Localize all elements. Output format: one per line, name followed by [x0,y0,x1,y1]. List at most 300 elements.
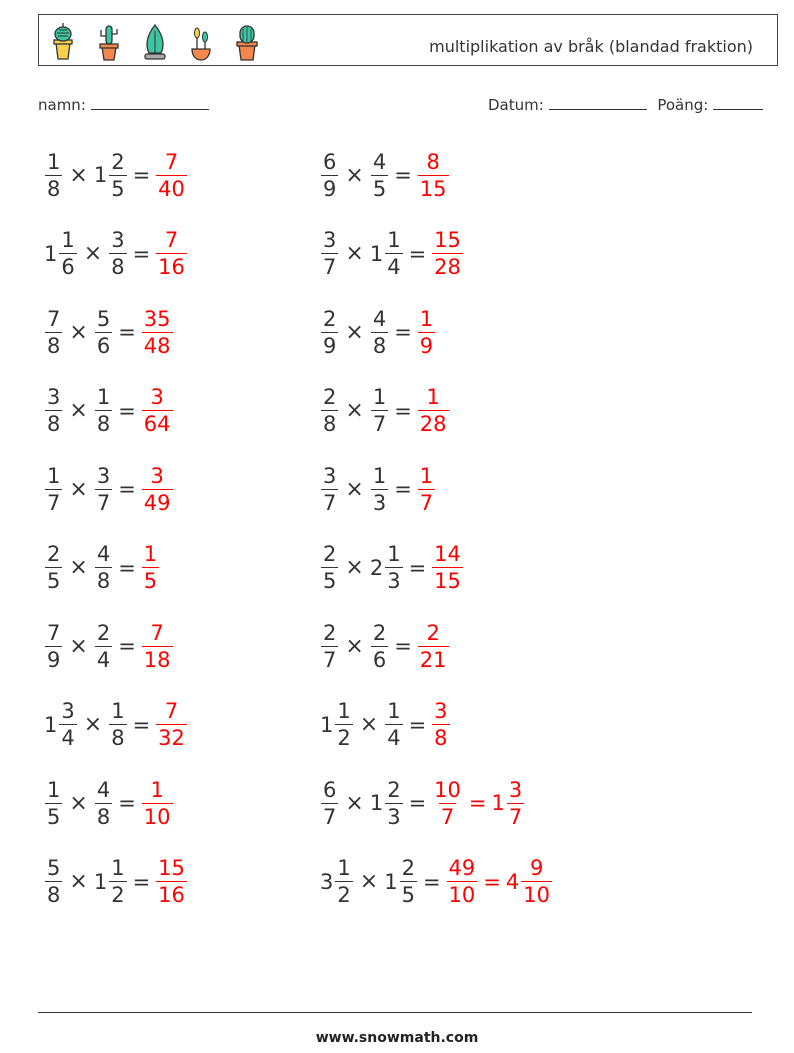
denominator: 8 [47,176,61,201]
denominator: 5 [143,569,158,593]
answer-fraction [431,777,464,830]
times-sign: × [345,633,364,659]
numerator: 4 [372,306,387,331]
answer-fraction [141,306,174,359]
fraction [371,149,388,202]
fraction [45,855,62,908]
problem-row [320,145,450,205]
problem-row [44,381,174,441]
fraction [385,541,402,594]
numerator: 1 [372,463,387,488]
denominator: 7 [323,804,337,829]
numerator: 4 [96,542,111,566]
fraction [142,306,173,359]
factor-b [384,855,418,908]
fraction [418,149,449,202]
answer-fraction [141,463,174,516]
denominator: 6 [372,647,387,672]
fraction [385,777,402,830]
numerator: 7 [164,699,179,723]
denominator: 8 [47,883,61,907]
factor-b [94,855,128,908]
fraction [371,306,388,359]
denominator: 4 [96,647,111,672]
denominator: 7 [323,255,337,279]
fraction [321,541,338,594]
factor-a [320,541,339,594]
whole-number: 1 [369,241,384,266]
denominator: 9 [323,333,337,358]
times-sign: × [359,869,379,894]
factor-a [44,855,63,908]
fraction [335,855,352,908]
numerator: 1 [47,777,61,802]
factor-b [370,620,389,673]
denominator: 7 [323,647,337,672]
times-sign: × [69,476,88,502]
cactus-pot-yellow-icon [47,21,79,61]
answer-fraction [431,227,464,280]
factor-b [370,149,389,202]
whole-number: 1 [93,163,108,187]
equals-sign: = [118,320,136,344]
equals-sign: = [408,241,427,266]
numerator: 2 [372,620,387,645]
fraction [432,541,463,594]
denominator: 6 [96,333,111,358]
fraction [142,620,173,673]
factor-a [320,620,339,673]
factor-b [370,463,389,516]
fraction [156,149,187,202]
denominator: 10 [523,883,550,907]
fraction [521,855,552,908]
denominator: 8 [111,255,125,279]
fraction [385,227,402,280]
numerator: 2 [96,620,111,645]
numerator: 1 [143,542,158,566]
times-sign: × [345,790,364,816]
fraction [156,698,187,751]
fraction [418,620,449,673]
fraction [45,777,62,830]
fraction [45,463,62,516]
numerator: 3 [323,228,337,252]
numerator: 14 [434,542,461,566]
equals-sign: = [118,477,136,501]
problem-row [44,145,188,205]
denominator: 40 [158,176,185,201]
answer-fraction [155,855,188,908]
factor-b [94,306,113,359]
denominator: 4 [387,726,401,750]
fraction [321,463,338,516]
factor-a [44,463,63,516]
denominator: 10 [143,804,171,829]
factor-a [44,306,63,359]
fraction [321,620,338,673]
equals-sign: = [132,163,151,187]
fraction [418,306,435,359]
factor-a [44,777,63,830]
tree-plant-icon [139,21,171,61]
fraction [142,541,159,594]
fraction [95,777,112,830]
problem-row [44,616,174,676]
denominator: 5 [323,569,337,593]
denominator: 5 [47,569,61,593]
denominator: 8 [47,412,61,436]
numerator: 2 [323,306,337,331]
fraction [59,698,76,751]
numerator: 10 [434,777,461,802]
answer-equals-sign: = [468,791,487,815]
date-score-field [488,95,763,114]
fraction [432,698,449,751]
times-sign: × [345,319,364,345]
denominator: 7 [372,412,387,436]
denominator: 4 [61,726,75,750]
sprout-pot-icon [185,21,217,61]
factor-b [384,698,403,751]
numerator: 1 [387,699,401,723]
equals-sign: = [132,869,151,894]
factor-a [320,698,354,751]
factor-b [370,384,389,437]
numerator: 7 [164,149,179,174]
denominator: 15 [419,176,447,201]
problem-row [44,695,188,755]
answer-fraction [492,777,526,830]
problem-row [320,459,436,519]
times-sign: × [345,555,364,580]
numerator: 4 [372,149,387,174]
factor-a [44,384,63,437]
denominator: 18 [143,647,171,672]
denominator: 16 [158,883,185,907]
fraction [321,227,338,280]
factor-a [44,227,78,280]
numerator: 3 [111,228,125,252]
denominator: 7 [508,804,523,829]
equals-sign: = [394,477,412,501]
numerator: 8 [426,149,440,174]
fraction [142,463,173,516]
fraction [507,777,524,830]
factor-a [44,149,63,202]
problem-row [44,302,174,362]
factor-b [370,227,404,280]
factor-a [44,698,78,751]
factor-a [320,777,339,830]
numerator: 1 [96,385,111,409]
score-line[interactable] [713,95,763,110]
fraction [59,227,76,280]
answer-fraction [417,620,450,673]
denominator: 16 [158,255,185,279]
header-box [38,14,778,66]
numerator: 5 [96,306,111,331]
equals-sign: = [408,791,427,815]
factor-b [370,777,404,830]
factor-a [320,227,339,280]
denominator: 3 [387,569,401,593]
numerator: 1 [426,385,440,409]
fraction [109,698,126,751]
denominator: 8 [96,569,111,593]
answer-fraction [506,855,553,908]
whole-number: 4 [505,869,520,894]
factor-a [320,855,354,908]
equals-sign: = [118,634,136,658]
times-sign: × [69,162,88,188]
equals-sign: = [118,791,136,815]
denominator: 32 [158,726,185,750]
numerator: 15 [158,856,185,880]
whole-number: 1 [44,712,58,737]
factor-a [320,463,339,516]
answer-fraction [417,384,450,437]
denominator: 5 [111,176,125,201]
factor-b [370,541,404,594]
fraction [371,620,388,673]
fraction [45,149,62,202]
fraction [321,777,338,830]
times-sign: × [69,319,88,345]
whole-number: 1 [384,869,398,894]
numerator: 1 [372,385,387,409]
times-sign: × [345,162,364,188]
denominator: 8 [96,804,111,829]
numerator: 1 [387,228,401,252]
numerator: 2 [426,620,440,645]
fraction [385,698,402,751]
denominator: 3 [387,804,401,829]
numerator: 3 [61,699,75,723]
fraction [142,777,173,830]
factor-b [94,463,113,516]
numerator: 2 [111,149,125,174]
denominator: 21 [419,647,447,672]
problem-row [44,224,188,284]
whole-number: 1 [320,712,334,737]
numerator: 9 [529,856,544,880]
equals-sign: = [394,634,412,658]
problem-row [320,302,436,362]
factor-b [108,227,127,280]
numerator: 3 [47,385,61,409]
times-sign: × [83,241,103,266]
answer-fraction [417,149,450,202]
numerator: 1 [111,699,125,723]
factor-b [94,149,128,202]
denominator: 8 [434,726,448,750]
equals-sign: = [132,241,151,266]
times-sign: × [69,398,88,423]
problem-row [320,695,451,755]
numerator: 2 [323,385,337,409]
equals-sign: = [394,320,412,344]
problem-row [320,773,525,833]
problem-row [320,616,450,676]
equals-sign: = [132,712,151,737]
problem-row [44,459,174,519]
denominator: 10 [448,883,476,907]
fraction [371,384,388,437]
denominator: 5 [47,804,61,829]
denominator: 2 [111,883,125,907]
numerator: 1 [150,777,164,802]
denominator: 7 [96,490,111,515]
factor-b [370,306,389,359]
whole-number: 2 [369,555,384,580]
times-sign: × [69,633,88,659]
times-sign: × [345,476,364,502]
fraction [418,384,449,437]
problem-row [44,773,174,833]
numerator: 7 [150,620,164,645]
fraction [95,306,112,359]
fraction [371,463,388,516]
denominator: 7 [440,804,455,829]
answer-fraction [141,541,160,594]
numerator: 1 [337,856,351,880]
name-field [38,95,209,114]
equals-sign: = [118,398,136,423]
numerator: 3 [434,699,448,723]
times-sign: × [359,712,379,737]
numerator: 2 [47,542,61,566]
equals-sign: = [422,869,441,894]
times-sign: × [69,555,88,580]
problem-row [320,381,450,441]
name-label: namn: [38,96,86,114]
fraction [95,620,112,673]
denominator: 9 [47,647,61,672]
numerator: 1 [61,228,75,252]
answer-fraction [417,306,436,359]
whole-number: 3 [320,869,334,894]
fraction [109,227,126,280]
factor-b [94,620,113,673]
whole-number: 1 [491,791,505,815]
denominator: 49 [143,490,171,515]
factor-b [94,777,113,830]
numerator: 3 [150,385,164,409]
fraction [109,149,126,202]
fraction [45,541,62,594]
fraction [418,463,435,516]
fraction [447,855,478,908]
footer-url[interactable]: www.snowmath.com [315,1030,479,1046]
fraction [335,698,352,751]
denominator: 8 [111,726,125,750]
denominator: 9 [323,176,337,201]
worksheet-title: multiplikation av bråk (blandad fraktion) [429,37,753,56]
numerator: 2 [323,542,337,566]
fraction [321,149,338,202]
denominator: 5 [372,176,387,201]
times-sign: × [69,869,88,894]
numerator: 1 [337,699,351,723]
denominator: 28 [434,255,461,279]
times-sign: × [69,790,88,816]
fraction [321,384,338,437]
denominator: 2 [337,726,351,750]
denominator: 8 [47,333,61,358]
times-sign: × [83,712,103,737]
denominator: 7 [323,490,337,515]
answer-fraction [417,463,436,516]
numerator: 7 [47,306,61,331]
factor-a [320,149,339,202]
name-line[interactable] [91,95,209,110]
factor-a [320,384,339,437]
numerator: 2 [323,620,337,645]
numerator: 1 [419,463,434,488]
whole-number: 1 [93,869,108,894]
equals-sign: = [408,555,427,580]
numerator: 7 [164,228,179,252]
denominator: 3 [372,490,387,515]
date-line[interactable] [549,95,647,110]
fraction [156,855,187,908]
fraction [45,384,62,437]
fraction [400,855,417,908]
numerator: 3 [508,777,523,802]
numerator: 1 [419,306,434,331]
fraction [45,306,62,359]
problem-row [320,224,464,284]
times-sign: × [345,241,364,266]
answer-fraction [141,777,174,830]
factor-b [94,384,113,437]
fraction [142,384,173,437]
answer-equals-sign: = [483,869,501,894]
answer-fraction [155,149,188,202]
icon-row [47,21,263,61]
numerator: 15 [434,228,461,252]
denominator: 5 [401,883,415,907]
problem-row [320,852,553,912]
numerator: 1 [47,149,61,174]
denominator: 8 [96,412,111,436]
numerator: 3 [96,463,111,488]
fraction [95,384,112,437]
fraction [156,227,187,280]
numerator: 2 [387,777,401,802]
answer-fraction [431,541,464,594]
date-label: Datum: [488,96,544,114]
numerator: 2 [401,856,415,880]
answer-fraction [155,698,188,751]
whole-number: 1 [44,241,58,266]
answer-fraction [141,384,174,437]
factor-a [320,306,339,359]
fraction [109,855,126,908]
cactus-pot-orange-icon [93,21,125,61]
denominator: 4 [387,255,401,279]
factor-b [108,698,127,751]
score-label: Poäng: [657,96,709,114]
equals-sign: = [394,163,412,187]
answer-fraction [155,227,188,280]
denominator: 6 [61,255,75,279]
factor-a [44,620,63,673]
denominator: 15 [434,569,461,593]
whole-number: 1 [369,791,384,815]
numerator: 3 [150,463,164,488]
